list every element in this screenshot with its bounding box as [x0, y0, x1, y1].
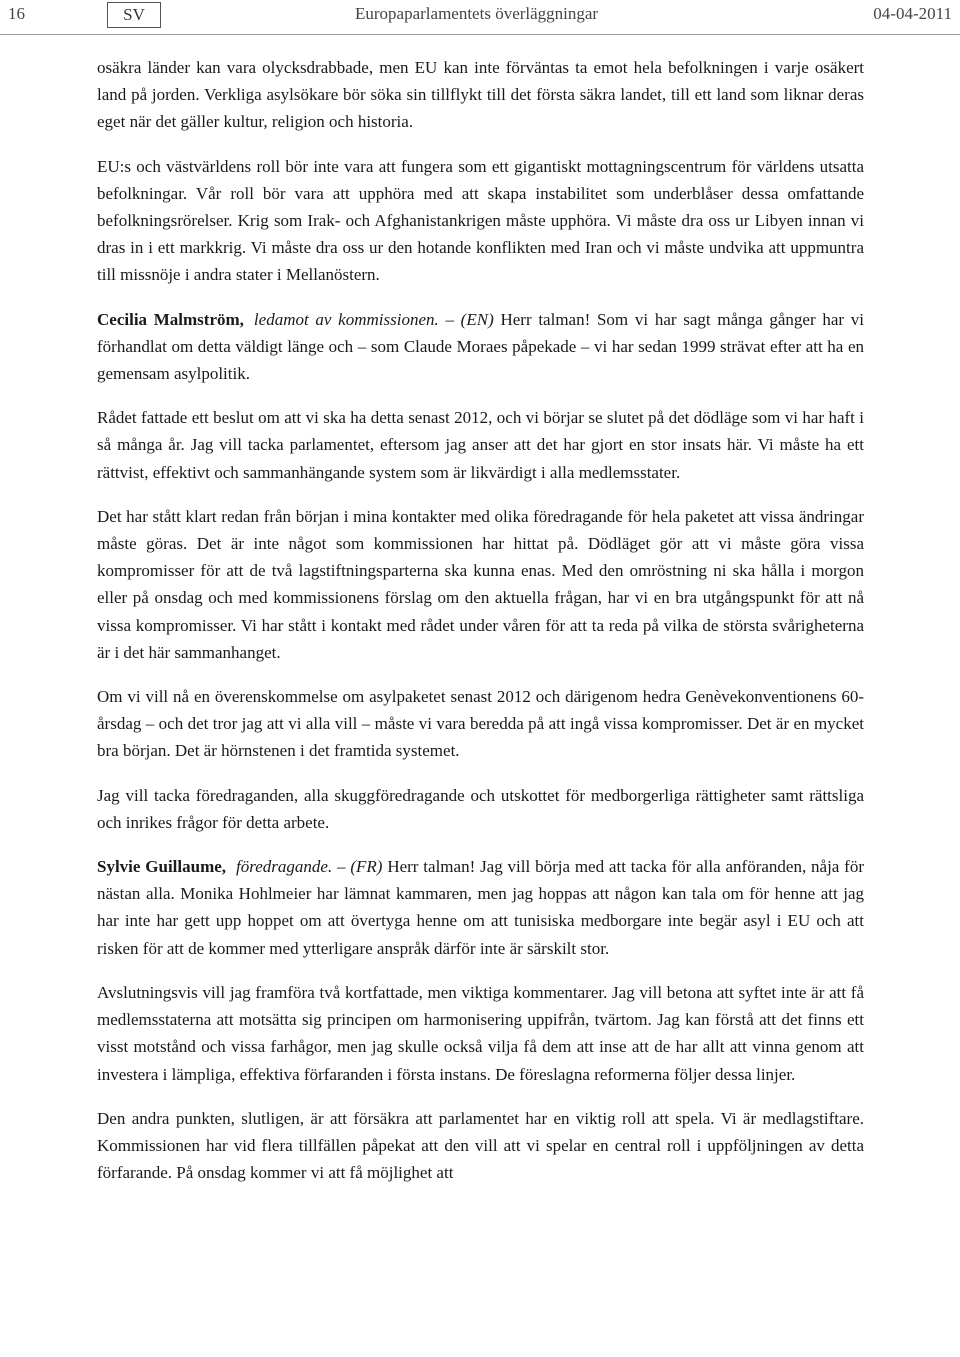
page-number: 16 — [8, 4, 25, 23]
document-date: 04-04-2011 — [873, 4, 952, 23]
speaker-name: Cecilia Malmström, — [97, 309, 244, 329]
paragraph-text: Om vi vill nå en överenskommelse om asylpaketet senast 2012 och därigenom hedra Genèvekonventionens 60-årsdag – och det tror jag att vi alla vill – måste vi vara beredda på att ingå vissa kompromisser. Det är en mycket bra början. Det är hörnstenen i det framtida systemet. — [97, 687, 864, 761]
speech-paragraph — [97, 306, 864, 388]
paragraph — [97, 153, 864, 289]
paragraph-text: EU:s och västvärldens roll bör inte vara att fungera som ett gigantiskt mottagningscentrum för världens utsatta befolkningar. Vår roll bör vara att upphöra med att skapa instabilitet som underblåser dessa omfattande befolkningsrörelser. Krig som Irak- och Afghanistankrigen måste upphöra. Vi måste dra oss ur Libyen innan vi dras in i ett markkrig. Vi måste dra oss ur den hotande konflikten med Iran och vi måste undvika att uppmuntra till missnöje i andra stater i Mellanöstern. — [97, 156, 864, 285]
paragraph-text: Herr talman! Jag vill börja med att tacka för alla anföranden, nåja för nästan alla. Monika Hohlmeier har lämnat kammaren, men jag hoppas att någon kan tala om för henne att jag har inte har gett upp hoppet om att övertyga henne om att tunisiska medborgare inte begär asyl i EU och att risken för att de kommer med ytterligare anspråk därför inte är särskilt stor. — [97, 857, 864, 958]
document-title: Europaparlamentets överläggningar — [355, 4, 599, 23]
speaker-role: ledamot av kommissionen. – (EN) — [253, 309, 494, 329]
paragraph — [97, 683, 864, 765]
speech-paragraph — [97, 853, 864, 962]
page-header — [0, 0, 960, 35]
paragraph — [97, 782, 864, 836]
paragraph — [97, 54, 864, 136]
paragraph-text: Rådet fattade ett beslut om att vi ska ha detta senast 2012, och vi börjar se slutet på det dödläge som vi har haft i så många år. Jag vill tacka parlamentet, eftersom jag anser att det har gjort en stor insats här. Vi måste ha ett rättvist, effektivt och sammanhängande system som är likvärdigt i alla medlemsstater. — [97, 408, 864, 482]
paragraph-text: Den andra punkten, slutligen, är att försäkra att parlamentet har en viktig roll att spela. Vi är medlagstiftare. Kommissionen har vid flera tillfällen påpekat att den vill att vi spelar en central roll i uppföljningen av detta förfarande. På onsdag kommer vi att få möjlighet att — [97, 1108, 864, 1183]
language-badge: SV — [107, 2, 161, 28]
document-body — [97, 54, 864, 1203]
paragraph — [97, 979, 864, 1088]
paragraph — [97, 503, 864, 666]
paragraph — [97, 404, 864, 486]
speaker-role: föredragande. – (FR) — [236, 857, 383, 877]
paragraph-text: Det har stått klart redan från början i mina kontakter med olika föredragande för hela paketet att vissa ändringar måste göras. Det är inte något som kommissionen har hittat på. Dödläget gör att vi måste göra vissa kompromisser för att de två lagstiftningsparterna ska kunna enas. Med den omröstning ni ska hålla i morgon eller på onsdag och med kommissionens förslag om den aktuella frågan, har vi en bra utgångspunkt för att nå vissa kompromisser. Vi har stått i kontakt med rådet under våren för att ta reda på vilka de största svårigheterna är i det här sammanhanget. — [97, 506, 864, 662]
paragraph-text: Jag vill tacka föredraganden, alla skuggföredragande och utskottet för medborgerliga rättigheter samt rättsliga och inrikes frågor för detta arbete. — [97, 785, 864, 832]
paragraph-text: Avslutningsvis vill jag framföra två kortfattade, men viktiga kommentarer. Jag vill betona att syftet inte är att få medlemsstaterna att motsätta sig principen om harmonisering uppifrån, tvärtom. Jag kan förstå att det finns ett visst motstånd och vissa farhågor, men jag skulle också vilja få dem att inse att de har allt att vinna genom att investera i lämpliga, effektiva förfaranden i första instans. De föreslagna reformerna följer dessa linjer. — [97, 982, 864, 1084]
paragraph — [97, 1105, 864, 1187]
paragraph-text: Herr talman! Som vi har sagt många gånger har vi förhandlat om detta väldigt länge och – som Claude Moraes påpekade – vi har sedan 1999 strävat efter att ha en gemensam asylpolitik. — [97, 309, 865, 384]
paragraph-text: osäkra länder kan vara olycksdrabbade, men EU kan inte förväntas ta emot hela befolkningen i varje osäkert land på jorden. Verkliga asylsökare bör söka sin tillflykt till det första säkra landet, till ett land som liknar deras eget när det gäller kultur, religion och historia. — [97, 58, 864, 132]
speaker-name: Sylvie Guillaume, — [97, 857, 227, 877]
